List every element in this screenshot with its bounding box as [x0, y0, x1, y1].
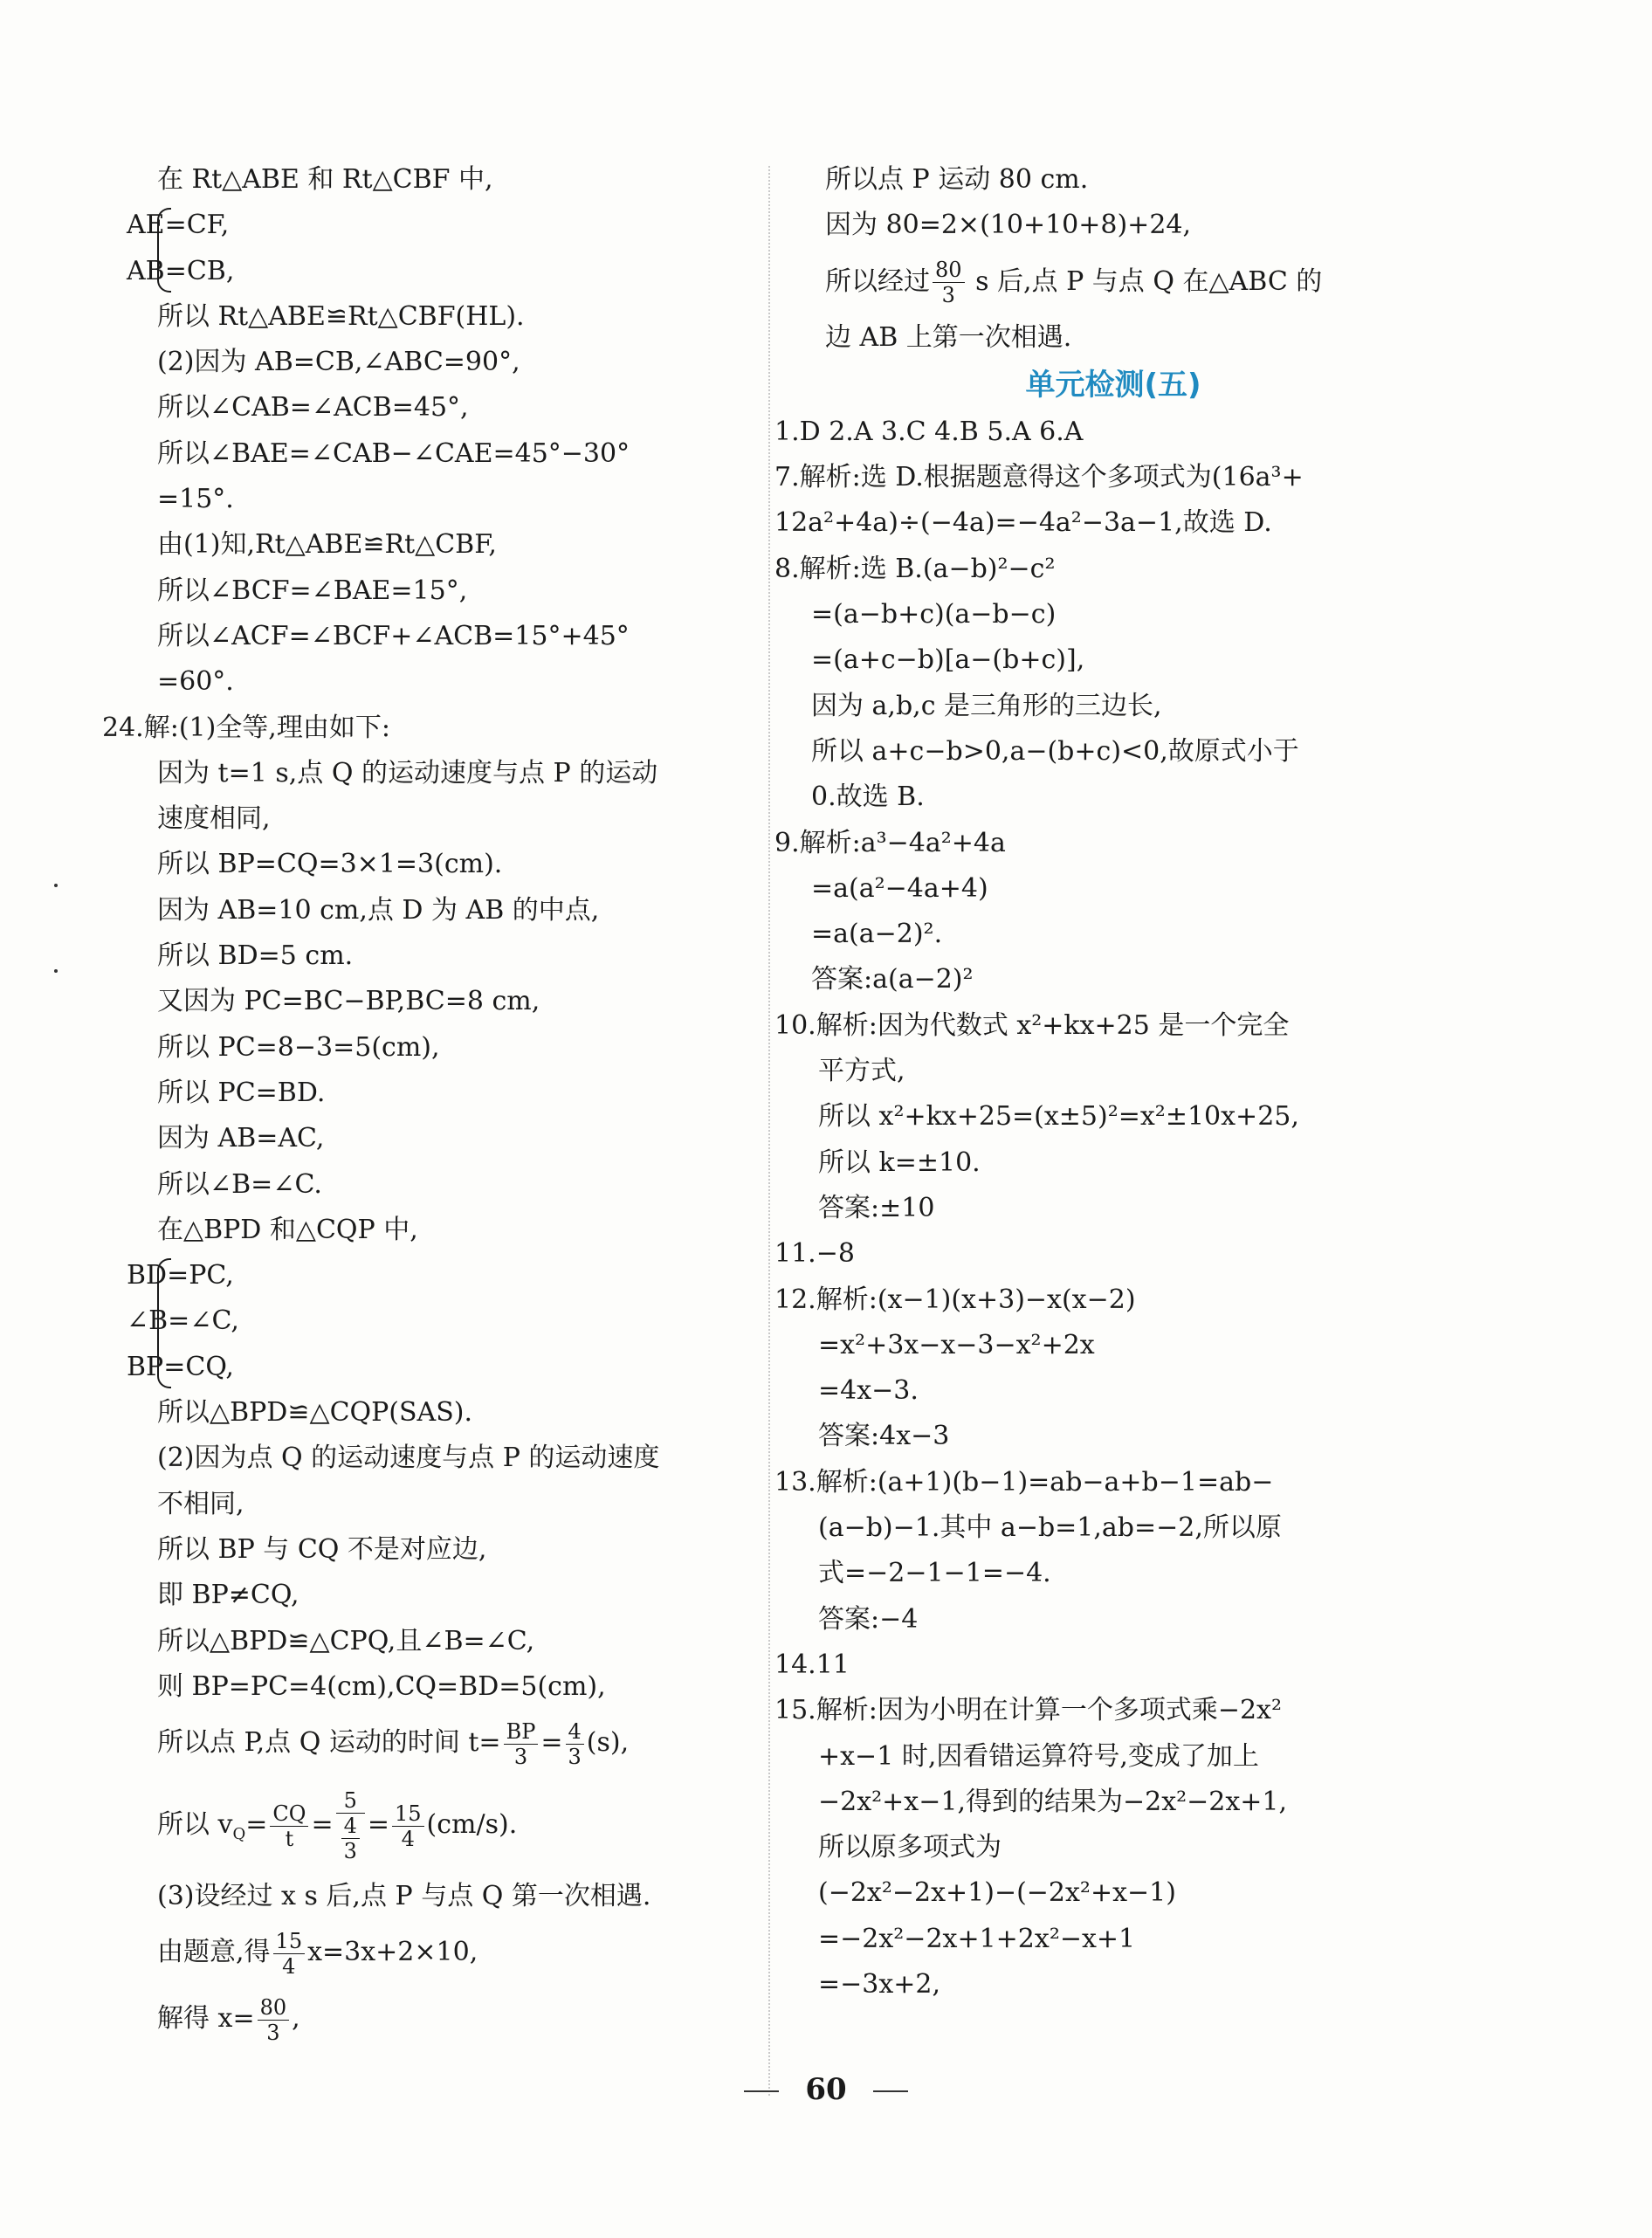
- text-line: 7.解析:选 D.根据题意得这个多项式为(16a³+: [774, 462, 1304, 493]
- text-line-fraction: [109, 1776, 755, 1874]
- fraction: [504, 1719, 539, 1769]
- text-line: ∠B=∠C,: [127, 1305, 239, 1337]
- fraction-denominator: 3: [568, 1744, 582, 1769]
- text-line: 所以 PC=BD.: [157, 1077, 326, 1108]
- text-line: 所以 Rt△ABE≌Rt△CBF(HL).: [157, 300, 525, 332]
- fraction: [258, 1995, 290, 2045]
- fraction-numerator: 80: [933, 258, 965, 283]
- section-title: 单元检测(五): [1025, 367, 1201, 403]
- fraction-denominator: 3: [343, 1839, 357, 1864]
- brace-mark: [157, 1258, 171, 1388]
- text-line: 所以△BPD≌△CQP(SAS).: [157, 1397, 473, 1429]
- text-line: 所以∠ACF=∠BCF+∠ACB=15°+45°: [157, 620, 630, 651]
- text-line: +x−1 时,因看错运算符号,变成了加上: [818, 1740, 1259, 1772]
- brace-group: [109, 203, 755, 294]
- text-line: 即 BP≠CQ,: [157, 1580, 299, 1611]
- text-segment: =: [540, 1727, 563, 1759]
- text-line: 8.解析:选 B.(a−b)²−c²: [774, 553, 1056, 584]
- text-line: 所以 x²+kx+25=(x±5)²=x²±10x+25,: [818, 1101, 1299, 1133]
- fraction-numerator: 15: [392, 1801, 424, 1827]
- scan-dot: [54, 969, 58, 973]
- text-line: 所以∠B=∠C.: [157, 1168, 322, 1200]
- text-line: 则 BP=PC=4(cm),CQ=BD=5(cm),: [157, 1670, 606, 1702]
- text-line: =x²+3x−x−3−x²+2x: [818, 1329, 1095, 1360]
- compound-fraction: [336, 1788, 365, 1863]
- scan-dot: [54, 884, 58, 887]
- page-footer: [0, 2072, 1652, 2107]
- text-segment: s 后,点 P 与点 Q 在△ABC 的: [967, 265, 1323, 297]
- text-line: 9.解析:a³−4a²+4a: [774, 827, 1006, 858]
- fraction-numerator: 4: [341, 1814, 360, 1839]
- text-line: =(a+c−b)[a−(b+c)],: [811, 644, 1085, 676]
- text-line: =4x−3.: [818, 1375, 919, 1407]
- text-line: 答案:4x−3: [818, 1421, 950, 1452]
- text-line: 边 AB 上第一次相遇.: [825, 321, 1072, 353]
- fraction: [270, 1801, 308, 1851]
- text-line-fraction: [109, 1710, 755, 1776]
- text-line: BP=CQ,: [127, 1351, 234, 1382]
- text-line: 12.解析:(x−1)(x+3)−x(x−2): [774, 1284, 1136, 1315]
- text-line: 所以△BPD≌△CPQ,且∠B=∠C,: [157, 1625, 535, 1656]
- text-line-fraction: [109, 1919, 755, 1986]
- fraction: [933, 258, 965, 307]
- text-line: 12a²+4a)÷(−4a)=−4a²−3a−1,故选 D.: [774, 507, 1272, 539]
- text-line: 所以 BP 与 CQ 不是对应边,: [157, 1533, 487, 1565]
- text-segment: x=3x+2×10,: [307, 1937, 478, 1968]
- text-line: 平方式,: [818, 1056, 905, 1087]
- text-line: 答案:a(a−2)²: [811, 964, 974, 995]
- fraction-numerator: CQ: [270, 1801, 308, 1827]
- right-column: [774, 157, 1445, 2007]
- fraction: [566, 1719, 584, 1769]
- text-line: (a−b)−1.其中 a−b=1,ab=−2,所以原: [818, 1512, 1282, 1544]
- text-line: 0.故选 B.: [811, 782, 925, 813]
- text-line-fraction: [109, 1986, 755, 2052]
- text-line: =−3x+2,: [818, 1968, 941, 2000]
- fraction: [392, 1801, 424, 1851]
- text-line: 因为 AB=10 cm,点 D 为 AB 的中点,: [157, 894, 600, 926]
- text-segment: (cm/s).: [426, 1809, 518, 1841]
- text-line: 在△BPD 和△CQP 中,: [157, 1214, 418, 1245]
- fraction-denominator: 4: [401, 1826, 415, 1851]
- text-line: 因为 a,b,c 是三角形的三边长,: [811, 690, 1162, 721]
- text-line: 所以 BD=5 cm.: [157, 940, 354, 972]
- text-line: 所以 k=±10.: [818, 1147, 981, 1178]
- text-line: (2)因为点 Q 的运动速度与点 P 的运动速度: [157, 1443, 660, 1474]
- fraction-denominator: 4: [282, 1953, 296, 1979]
- text-segment: 解得 x=: [157, 2003, 255, 2035]
- text-segment: 所以经过: [825, 265, 930, 297]
- text-line: 11.−8: [774, 1238, 855, 1270]
- fraction: [341, 1814, 360, 1863]
- text-segment: =: [311, 1809, 334, 1841]
- text-segment: =: [245, 1809, 268, 1841]
- fraction-denominator: t: [285, 1826, 294, 1851]
- subscript: Q: [232, 1825, 246, 1844]
- fraction-numerator: 15: [273, 1929, 306, 1954]
- fraction-numerator: 5: [336, 1788, 365, 1814]
- text-line: 10.解析:因为代数式 x²+kx+25 是一个完全: [774, 1009, 1290, 1041]
- text-line: 又因为 PC=BC−BP,BC=8 cm,: [157, 986, 540, 1017]
- text-line: (3)设经过 x s 后,点 P 与点 Q 第一次相遇.: [157, 1881, 651, 1912]
- text-line-fraction: [781, 249, 1445, 315]
- text-line: 所以∠BAE=∠CAB−∠CAE=45°−30°: [157, 437, 630, 469]
- text-line: 不相同,: [157, 1488, 244, 1519]
- fraction-numerator: BP: [504, 1719, 539, 1745]
- text-line: 所以 PC=8−3=5(cm),: [157, 1031, 440, 1063]
- fraction-denominator: 3: [513, 1744, 528, 1769]
- text-line: (−2x²−2x+1)−(−2x²+x−1): [818, 1877, 1176, 1909]
- text-line: AB=CB,: [127, 255, 235, 286]
- text-line: =15°.: [157, 484, 234, 515]
- text-line: 所以点 P 运动 80 cm.: [825, 164, 1089, 195]
- brace-mark: [157, 208, 171, 293]
- fraction-denominator: 3: [941, 283, 955, 308]
- text-line: 所以∠CAB=∠ACB=45°,: [157, 392, 469, 423]
- text-line: =a(a²−4a+4): [811, 872, 988, 904]
- text-line: AE=CF,: [127, 210, 230, 241]
- text-line: =(a−b+c)(a−b−c): [811, 599, 1057, 630]
- brace-group: [109, 1253, 755, 1390]
- text-line: 所以原多项式为: [818, 1832, 1002, 1863]
- text-line: −2x²+x−1,得到的结果为−2x²−2x+1,: [818, 1786, 1288, 1817]
- fraction-denominator: 3: [266, 2020, 280, 2045]
- column-divider: [768, 166, 770, 2096]
- text-line: 所以∠BCF=∠BAE=15°,: [157, 575, 468, 606]
- text-line: 式=−2−1−1=−4.: [818, 1558, 1051, 1589]
- text-segment: 所以 v: [157, 1809, 233, 1841]
- text-line: 速度相同,: [157, 803, 271, 835]
- page-number: 60: [805, 2072, 847, 2107]
- footer-dash-right: [873, 2090, 908, 2092]
- text-line: =a(a−2)².: [811, 919, 943, 950]
- text-line: 1.D 2.A 3.C 4.B 5.A 6.A: [774, 416, 1084, 447]
- text-line: =60°.: [157, 666, 234, 698]
- fraction-numerator: 4: [566, 1719, 584, 1745]
- text-line: (2)因为 AB=CB,∠ABC=90°,: [157, 347, 520, 378]
- text-line: 所以 a+c−b>0,a−(b+c)<0,故原式小于: [811, 735, 1299, 767]
- text-segment: 所以点 P,点 Q 运动的时间 t=: [157, 1727, 501, 1759]
- text-line: 答案:−4: [818, 1603, 919, 1635]
- text-line: 答案:±10: [818, 1192, 935, 1223]
- text-line: 24.解:(1)全等,理由如下:: [102, 712, 390, 743]
- text-line: 因为 80=2×(10+10+8)+24,: [825, 210, 1192, 241]
- fraction-numerator: 80: [258, 1995, 290, 2021]
- fraction-denominator: [336, 1814, 365, 1863]
- left-column: [102, 157, 755, 2052]
- text-line: =−2x²−2x+1+2x²−x+1: [818, 1923, 1136, 1954]
- text-line: 15.解析:因为小明在计算一个多项式乘−2x²: [774, 1695, 1282, 1726]
- text-segment: 由题意,得: [157, 1937, 271, 1968]
- text-line: 因为 AB=AC,: [157, 1123, 325, 1154]
- text-line: 14.11: [774, 1649, 850, 1680]
- text-line: 在 Rt△ABE 和 Rt△CBF 中,: [157, 164, 493, 195]
- text-line: 因为 t=1 s,点 Q 的运动速度与点 P 的运动: [157, 757, 658, 788]
- text-line: 13.解析:(a+1)(b−1)=ab−a+b−1=ab−: [774, 1466, 1274, 1498]
- text-line: 所以 BP=CQ=3×1=3(cm).: [157, 849, 503, 880]
- text-segment: =: [367, 1809, 389, 1841]
- text-segment: ,: [292, 2003, 300, 2035]
- text-line: BD=PC,: [127, 1260, 234, 1291]
- fraction: [273, 1929, 306, 1979]
- text-segment: (s),: [586, 1727, 630, 1759]
- text-line: 由(1)知,Rt△ABE≌Rt△CBF,: [157, 529, 497, 561]
- footer-dash-left: [744, 2090, 779, 2092]
